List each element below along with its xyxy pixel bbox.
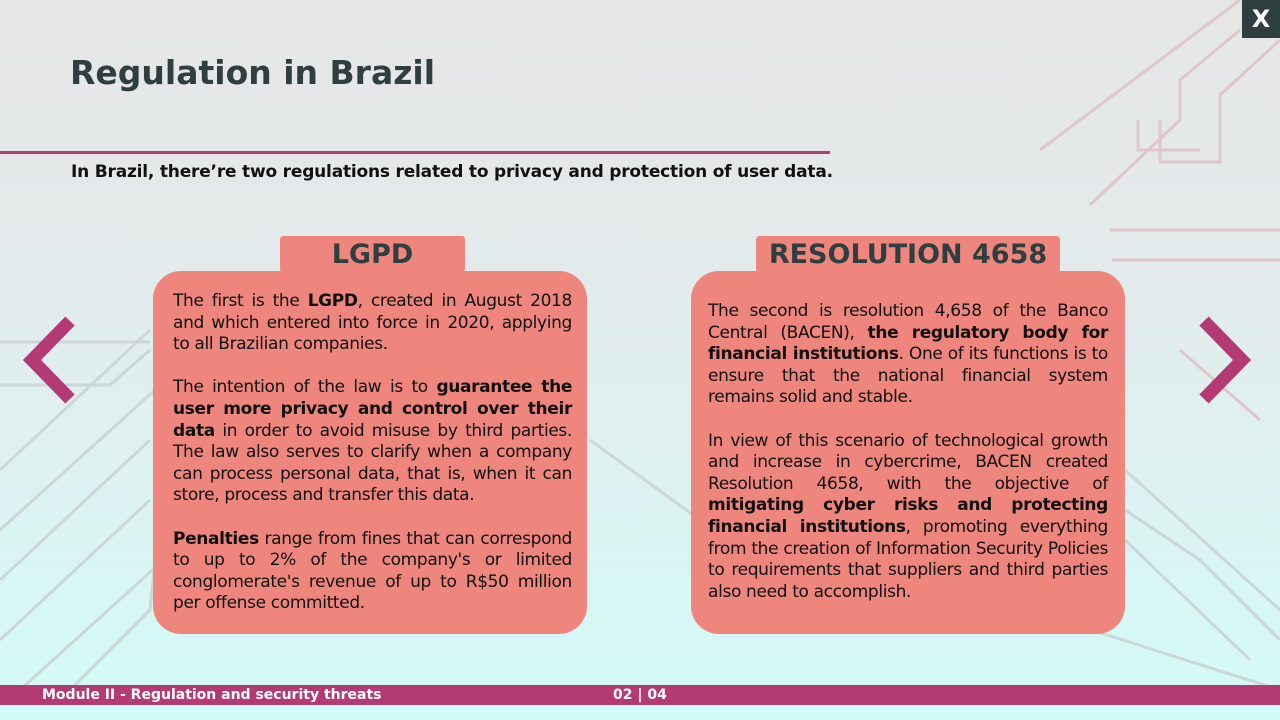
footer-module-title: Module II - Regulation and security threats <box>42 687 382 703</box>
resolution-paragraph-2: In view of this scenario of technological growth and increase in cybercrime, BACEN created Resolution 4658, with the objective of mitigating cyber risks and protecting financial institutions, promoting everything from the creation of Information Security Policies to requirements that suppliers and third parties also need to accomplish. <box>708 430 1108 602</box>
page-subtitle: In Brazil, there’re two regulations related to privacy and protection of user data. <box>71 162 833 182</box>
lgpd-paragraph-2: The intention of the law is to guarantee the user more privacy and control over their data in order to avoid misuse by third parties. The law also serves to clarify when a company can process personal data, that is, when it can store, process and transfer this data. <box>173 377 573 506</box>
close-button[interactable]: X <box>1242 0 1280 38</box>
lgpd-paragraph-1: The first is the LGPD, created in August 2018 and which entered into force in 2020, applying to all Brazilian companies. <box>173 291 572 355</box>
footer-bar <box>0 685 1280 705</box>
page-counter: 02 | 04 <box>613 687 667 703</box>
page-title: Regulation in Brazil <box>70 53 436 92</box>
chevron-right-icon[interactable] <box>1196 315 1256 405</box>
resolution-card <box>691 271 1125 634</box>
chevron-left-icon[interactable] <box>18 315 78 405</box>
lgpd-paragraph-3: Penalties range from fines that can correspond to up to 2% of the company's or limited conglomerate's revenue of up to R$50 million per offense committed. <box>173 528 572 614</box>
resolution-card-label: RESOLUTION 4658 <box>756 236 1060 272</box>
resolution-paragraph-1: The second is resolution 4,658 of the Banco Central (BACEN), the regulatory body for financial institutions. One of its functions is to ensure that the national financial system remains solid and stable. <box>708 301 1109 408</box>
lgpd-card <box>153 271 587 634</box>
lgpd-card-label: LGPD <box>280 236 465 272</box>
title-divider <box>0 151 830 154</box>
